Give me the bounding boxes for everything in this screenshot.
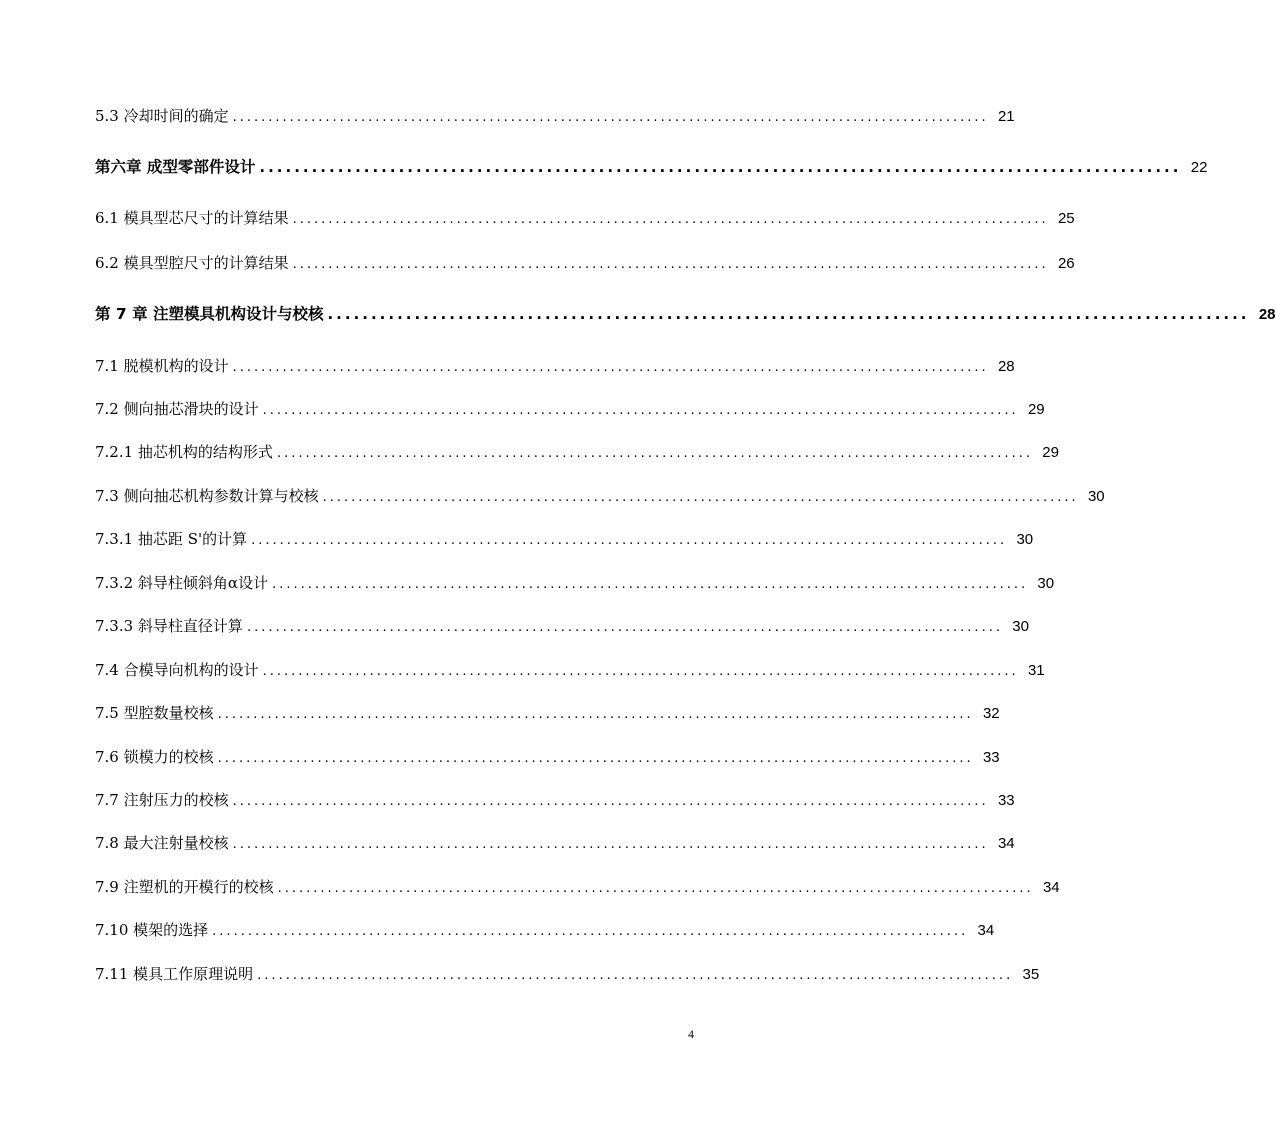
toc-dot-leader: .......................................................................................................... (246, 620, 1003, 635)
toc-entry-chapter-7[interactable] (95, 301, 1276, 327)
toc-entry-title: 7.6 锁模力的校核 (95, 748, 214, 766)
toc-entry-title: 6.2 模具型腔尺寸的计算结果 (95, 254, 289, 272)
toc-entry-title: 7.10 模架的选择 (95, 921, 209, 939)
toc-entry-title: 7.11 模具工作原理说明 (95, 965, 254, 983)
toc-entry-7-2-1[interactable] (95, 439, 1059, 465)
toc-entry-page: 26 (1057, 255, 1075, 272)
toc-entry-page: 30 (1016, 531, 1034, 548)
toc-entry-title: 7.5 型腔数量校核 (95, 704, 214, 722)
toc-entry-title: 7.3.1 抽芯距 S'的计算 (95, 530, 248, 548)
toc-dot-leader: .......................................................................................................... (232, 837, 989, 852)
toc-entry-page: 31 (1027, 662, 1045, 679)
toc-entry-page: 34 (977, 922, 995, 939)
toc-entry-title: 7.3 侧向抽芯机构参数计算与校核 (95, 487, 319, 505)
toc-entry-7-4[interactable] (95, 657, 1045, 683)
toc-entry-7-3[interactable] (95, 483, 1105, 509)
toc-entry-7-10[interactable] (95, 917, 995, 943)
toc-entry-title: 6.1 模具型芯尺寸的计算结果 (95, 209, 289, 227)
toc-entry-7-1[interactable] (95, 353, 1015, 379)
toc-entry-chapter-6[interactable] (95, 154, 1208, 180)
toc-dot-leader: .......................................................................................................... (259, 158, 1182, 176)
toc-entry-6-1[interactable] (95, 205, 1075, 231)
toc-dot-leader: .......................................................................................................... (217, 751, 974, 766)
toc-entry-title: 7.2 侧向抽芯滑块的设计 (95, 400, 259, 418)
toc-entry-title: 7.3.3 斜导柱直径计算 (95, 617, 243, 635)
toc-dot-leader: .......................................................................................................... (232, 360, 989, 375)
toc-entry-7-5[interactable] (95, 700, 1000, 726)
toc-dot-leader: .......................................................................................................... (262, 664, 1019, 679)
toc-entry-page: 29 (1027, 401, 1045, 418)
toc-entry-title: 第 7 章 注塑模具机构设计与校核 (95, 305, 324, 323)
toc-entry-7-8[interactable] (95, 830, 1015, 856)
toc-dot-leader: .......................................................................................................... (292, 257, 1049, 272)
toc-entry-7-3-2[interactable] (95, 570, 1055, 596)
toc-entry-page: 22 (1190, 159, 1208, 176)
toc-dot-leader: .......................................................................................................... (251, 533, 1008, 548)
toc-entry-page: 34 (997, 835, 1015, 852)
toc-dot-leader: .......................................................................................................... (327, 305, 1250, 323)
toc-dot-leader: .......................................................................................................... (292, 212, 1049, 227)
toc-entry-page: 21 (997, 108, 1015, 125)
toc-entry-page: 35 (1022, 966, 1040, 983)
toc-dot-leader: .......................................................................................................... (262, 403, 1019, 418)
toc-entry-title: 7.3.2 斜导柱倾斜角α设计 (95, 574, 269, 592)
toc-entry-page: 32 (982, 705, 1000, 722)
toc-dot-leader: .......................................................................................................... (322, 490, 1079, 505)
toc-entry-page: 30 (1087, 488, 1105, 505)
toc-entry-page: 33 (997, 792, 1015, 809)
toc-entry-page: 29 (1042, 444, 1059, 461)
toc-entry-page: 25 (1057, 210, 1075, 227)
toc-entry-title: 7.9 注塑机的开模行的校核 (95, 878, 274, 896)
toc-dot-leader: .......................................................................................................... (276, 446, 1033, 461)
toc-entry-7-2[interactable] (95, 396, 1045, 422)
toc-dot-leader: .......................................................................................................... (277, 881, 1034, 896)
toc-entry-7-7[interactable] (95, 787, 1015, 813)
toc-dot-leader: .......................................................................................................... (272, 577, 1029, 592)
toc-dot-leader: .......................................................................................................... (212, 924, 969, 939)
toc-entry-title: 7.1 脱模机构的设计 (95, 357, 229, 375)
toc-entry-7-9[interactable] (95, 874, 1060, 900)
toc-entry-5-3[interactable] (95, 103, 1015, 129)
toc-entry-7-3-3[interactable] (95, 613, 1029, 639)
toc-entry-6-2[interactable] (95, 250, 1075, 276)
toc-entry-title: 第六章 成型零部件设计 (95, 158, 256, 176)
toc-entry-7-11[interactable] (95, 961, 1040, 987)
toc-entry-title: 7.7 注射压力的校核 (95, 791, 229, 809)
toc-entry-page: 28 (997, 358, 1015, 375)
toc-entry-title: 5.3 冷却时间的确定 (95, 107, 229, 125)
toc-entry-page: 34 (1042, 879, 1060, 896)
toc-dot-leader: .......................................................................................................... (217, 707, 974, 722)
toc-dot-leader: .......................................................................................................... (232, 110, 989, 125)
toc-entry-page: 28 (1258, 306, 1276, 323)
toc-entry-title: 7.2.1 抽芯机构的结构形式 (95, 443, 273, 461)
page-number: 4 (688, 1027, 694, 1041)
toc-entry-page: 30 (1037, 575, 1055, 592)
toc-entry-title: 7.8 最大注射量校核 (95, 834, 229, 852)
toc-dot-leader: .......................................................................................................... (257, 968, 1014, 983)
toc-dot-leader: .......................................................................................................... (232, 794, 989, 809)
toc-entry-7-6[interactable] (95, 744, 1000, 770)
toc-entry-title: 7.4 合模导向机构的设计 (95, 661, 259, 679)
toc-entry-7-3-1[interactable] (95, 526, 1034, 552)
toc-entry-page: 33 (982, 749, 1000, 766)
toc-entry-page: 30 (1012, 618, 1029, 635)
